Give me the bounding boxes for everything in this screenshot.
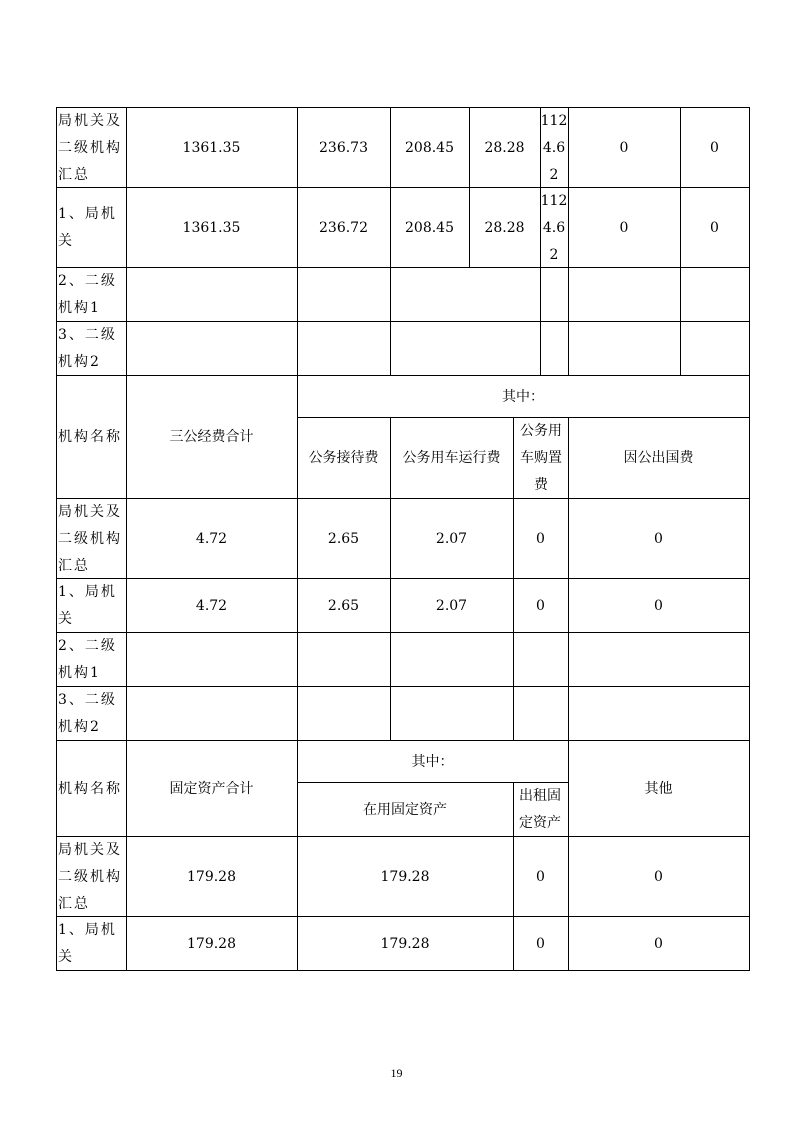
grid-line [56, 107, 750, 108]
header-leased: 出租固定资产 [519, 788, 561, 831]
row-value: 208.45 [405, 139, 454, 156]
row-name: 局机关及二级机构汇总 [58, 112, 122, 183]
header-name: 机构名称 [58, 780, 122, 797]
grid-line [56, 375, 750, 376]
grid-line [126, 107, 127, 971]
page-number: 19 [390, 1066, 403, 1080]
row-value: 0 [654, 935, 663, 952]
grid-line [513, 417, 514, 741]
grid-line [56, 740, 750, 741]
row-value: 236.72 [319, 219, 368, 236]
row-value: 0 [710, 219, 719, 236]
row-name: 2、二级机构1 [58, 638, 117, 681]
row-name: 2、二级机构1 [58, 273, 117, 316]
row-name: 3、二级机构2 [58, 692, 117, 735]
row-value: 2.65 [327, 530, 360, 547]
grid-line [297, 782, 568, 783]
grid-line [56, 836, 750, 837]
header-in-use: 在用固定资产 [363, 801, 447, 818]
header-abroad: 因公出国费 [623, 450, 694, 466]
row-total: 179.28 [187, 935, 236, 952]
grid-line [56, 498, 750, 499]
row-name: 局机关及二级机构汇总 [58, 841, 122, 912]
row-total: 179.28 [187, 868, 236, 885]
row-value: 0 [536, 935, 545, 952]
grid-line [469, 107, 470, 268]
row-total: 4.72 [195, 530, 228, 547]
grid-line [568, 740, 569, 971]
header-name: 机构名称 [58, 429, 122, 445]
grid-line [568, 107, 569, 376]
grid-line [56, 632, 750, 633]
row-value: 0 [654, 530, 663, 547]
grid-line [56, 107, 57, 971]
header-total: 三公经费合计 [169, 429, 254, 445]
header-group: 其中： [502, 388, 544, 405]
row-value: 0 [654, 868, 663, 885]
grid-line [56, 321, 750, 322]
header-other: 其他 [644, 780, 673, 797]
row-value: 28.28 [484, 139, 525, 156]
row-value: 0 [619, 139, 629, 156]
row-total: 1361.35 [182, 139, 241, 156]
row-value: 0 [536, 868, 545, 885]
row-value: 0 [536, 597, 545, 614]
header-car-operation: 公务用车运行费 [402, 450, 501, 466]
grid-line [56, 916, 750, 917]
grid-line [56, 970, 750, 971]
row-value: 0 [536, 530, 545, 547]
row-name: 1、局机关 [58, 922, 117, 965]
grid-line [56, 686, 750, 687]
row-value: 0 [654, 597, 663, 614]
row-value: 2.07 [435, 597, 468, 614]
row-value: 2.65 [327, 597, 360, 614]
row-name: 1、局机关 [58, 584, 117, 627]
header-group: 其中： [411, 753, 454, 770]
row-value: 236.73 [319, 139, 368, 156]
row-total: 4.72 [195, 597, 228, 614]
grid-line [56, 187, 750, 188]
grid-line [749, 107, 750, 971]
row-name: 局机关及二级机构汇总 [58, 503, 122, 574]
header-total: 固定资产合计 [169, 780, 254, 797]
row-total: 1361.35 [182, 219, 241, 236]
row-value: 0 [619, 219, 629, 236]
row-value: 0 [710, 139, 719, 156]
row-name: 1、局机关 [58, 206, 117, 249]
grid-line [390, 107, 391, 376]
row-value: 2.07 [435, 530, 468, 547]
grid-line [297, 107, 298, 971]
grid-line [390, 417, 391, 741]
grid-line [680, 107, 681, 376]
row-value: 179.28 [380, 868, 430, 885]
grid-line [56, 578, 750, 579]
row-value: 1124.62 [540, 112, 568, 183]
row-value: 28.28 [484, 219, 525, 236]
grid-line [513, 782, 514, 971]
row-value: 1124.62 [540, 192, 568, 263]
row-value: 208.45 [405, 219, 454, 236]
header-car-purchase: 公务用车购置费 [520, 423, 562, 493]
grid-line [540, 107, 541, 376]
grid-line [56, 267, 750, 268]
row-value: 179.28 [380, 935, 430, 952]
row-name: 3、二级机构2 [58, 327, 117, 370]
grid-line [568, 417, 569, 741]
header-reception: 公务接待费 [308, 450, 379, 466]
grid-line [297, 417, 750, 418]
